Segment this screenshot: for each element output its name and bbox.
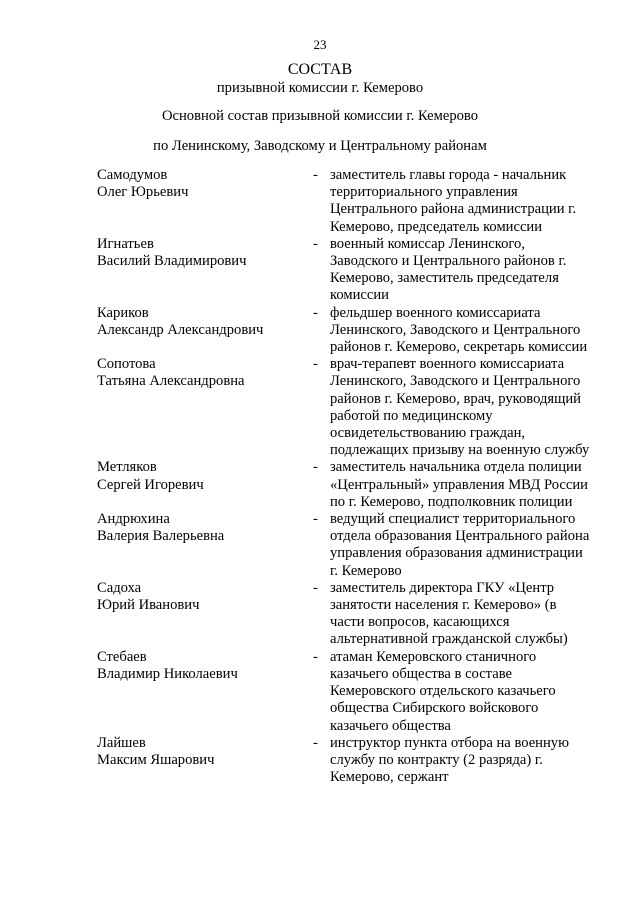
member-given-names: Владимир Николаевич [97, 665, 238, 682]
member-surname: Кариков [97, 304, 149, 321]
member-entry [97, 356, 597, 459]
member-role: инструктор пункта отбора на военную службу по контракту (2 разряда) г. Кемерово, сержант [330, 734, 570, 786]
page-number: 23 [313, 37, 327, 52]
member-role: атаман Кемеровского станичного казачьего общества в составе Кемеровского отдельского казачьего общества Сибирского войскового казачьего общества [330, 648, 556, 734]
member-given-names: Татьяна Александровна [97, 373, 245, 390]
separator-dash: - [313, 648, 318, 665]
member-given-names: Максим Яшарович [97, 751, 215, 768]
member-name [97, 511, 313, 545]
member-surname: Метляков [97, 459, 157, 476]
separator-dash: - [313, 579, 318, 596]
member-name [97, 356, 313, 390]
member-given-names: Василий Владимирович [97, 253, 247, 270]
member-given-names: Сергей Игоревич [97, 476, 204, 493]
member-given-names: Валерия Валерьевна [97, 528, 225, 545]
member-list [97, 167, 597, 786]
member-given-names: Александр Александрович [97, 321, 264, 338]
member-entry [97, 735, 597, 787]
member-entry [97, 511, 597, 580]
separator-dash: - [313, 304, 318, 321]
member-role: военный комиссар Ленинского, Заводского и Центрального районов г. Кемерово, заместитель председателя комиссии [330, 235, 567, 304]
separator-dash: - [313, 167, 318, 183]
member-surname: Стебаев [97, 648, 147, 665]
member-name [97, 305, 313, 339]
member-entry [97, 649, 597, 735]
member-name [97, 649, 313, 683]
separator-dash: - [313, 235, 318, 252]
member-role: врач-терапевт военного комиссариата Ленинского, Заводского и Центрального районов г. Кемерово, врач, руководящий работой по медицинскому освидетельствованию граждан, подлежащих призыву на военную службу [330, 356, 590, 459]
member-surname: Игнатьев [97, 235, 154, 252]
member-surname: Садоха [97, 579, 142, 596]
document-title: СОСТАВ [287, 61, 353, 78]
member-role: ведущий специалист территориального отдела образования Центрального района управления образования администрации г. Кемерово [330, 511, 590, 579]
separator-dash: - [313, 511, 318, 528]
separator-dash: - [313, 356, 318, 373]
member-name [97, 236, 313, 270]
member-name [97, 167, 313, 201]
member-given-names: Олег Юрьевич [97, 184, 189, 201]
section-heading: Основной состав призывной комиссии г. Кемерово [161, 108, 479, 124]
member-entry [97, 167, 597, 236]
separator-dash: - [313, 459, 318, 476]
member-name [97, 459, 313, 493]
document-subtitle: призывной комиссии г. Кемерово [216, 80, 424, 96]
separator-dash: - [313, 734, 318, 751]
member-surname: Андрюхина [97, 511, 170, 528]
member-name [97, 735, 313, 769]
member-entry [97, 305, 597, 357]
member-entry [97, 459, 597, 511]
member-surname: Лайшев [97, 734, 146, 751]
member-role: фельдшер военного комиссариата Ленинского, Заводского и Центрального районов г. Кемерово, секретарь комиссии [330, 304, 588, 356]
section-subheading: по Ленинскому, Заводскому и Центральному районам [153, 138, 487, 154]
member-role: заместитель начальника отдела полиции «Центральный» управления МВД России по г. Кемерово, подполковник полиции [330, 459, 588, 510]
member-surname: Сопотова [97, 356, 156, 373]
member-entry [97, 236, 597, 305]
member-name [97, 580, 313, 614]
member-entry [97, 580, 597, 649]
member-role: заместитель директора ГКУ «Центр занятости населения г. Кемерово» (в части вопросов, касающихся альтернативной гражданской службы) [330, 579, 568, 648]
member-role: заместитель главы города - начальник территориального управления Центрального района администрации г. Кемерово, председатель комиссии [330, 167, 577, 235]
member-given-names: Юрий Иванович [97, 597, 200, 614]
member-surname: Самодумов [97, 167, 168, 183]
